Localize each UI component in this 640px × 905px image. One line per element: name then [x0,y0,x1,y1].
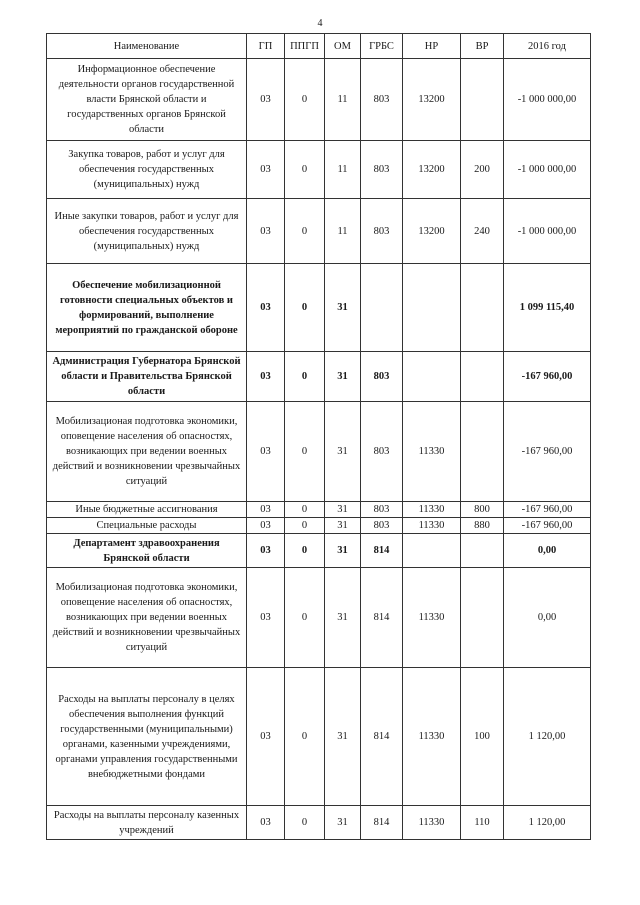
row-name: Иные закупки товаров, работ и услуг для обеспечения государственных (муниципальных) нужд [47,199,247,264]
row-nr: 11330 [403,502,461,518]
row-vr [461,59,504,141]
row-om: 31 [325,668,361,806]
row-nr: 13200 [403,59,461,141]
row-om: 31 [325,502,361,518]
row-gp: 03 [247,502,285,518]
row-vr [461,352,504,402]
row-amount: -167 960,00 [504,518,591,534]
row-om: 31 [325,352,361,402]
row-nr [403,534,461,568]
row-om: 11 [325,141,361,199]
col-header-om: ОМ [325,34,361,59]
row-nr: 11330 [403,668,461,806]
row-vr: 240 [461,199,504,264]
table-row [47,568,591,668]
row-grbs: 814 [361,534,403,568]
row-grbs: 803 [361,352,403,402]
row-amount: 0,00 [504,534,591,568]
col-header-nr: НР [403,34,461,59]
row-om: 31 [325,518,361,534]
row-amount: 1 120,00 [504,668,591,806]
table-row [47,806,591,840]
row-ppgp: 0 [285,568,325,668]
budget-table [46,33,591,840]
row-nr: 11330 [403,518,461,534]
row-amount: 1 120,00 [504,806,591,840]
col-header-name: Наименование [47,34,247,59]
row-om: 11 [325,59,361,141]
row-amount: -167 960,00 [504,502,591,518]
row-ppgp: 0 [285,59,325,141]
row-gp: 03 [247,668,285,806]
table-row [47,352,591,402]
page-number: 4 [317,18,323,29]
row-gp: 03 [247,141,285,199]
row-nr: 13200 [403,199,461,264]
row-nr: 11330 [403,568,461,668]
row-vr: 200 [461,141,504,199]
table-row [47,264,591,352]
row-ppgp: 0 [285,264,325,352]
row-name: Мобилизационая подготовка экономики, оповещение населения об опасностях, возникающих при ведении военных действий и возникновении чрезвычайных ситуаций [47,402,247,502]
row-vr: 110 [461,806,504,840]
col-header-2016: 2016 год [504,34,591,59]
row-gp: 03 [247,568,285,668]
row-grbs [361,264,403,352]
row-gp: 03 [247,59,285,141]
row-nr [403,264,461,352]
table-row [47,141,591,199]
row-name: Расходы на выплаты персоналу в целях обеспечения выполнения функций государственными (муниципальными) органами, казенными учреждениями, органами управления государственными внебюджетными фондами [47,668,247,806]
row-ppgp: 0 [285,352,325,402]
table-row [47,199,591,264]
row-ppgp: 0 [285,806,325,840]
row-name: Специальные расходы [47,518,247,534]
row-name: Обеспечение мобилизационной готовности специальных объектов и формирований, выполнение мероприятий по гражданской обороне [47,264,247,352]
row-amount: -1 000 000,00 [504,59,591,141]
row-gp: 03 [247,518,285,534]
row-amount: 0,00 [504,568,591,668]
table-row [47,502,591,518]
row-ppgp: 0 [285,502,325,518]
row-name: Расходы на выплаты персоналу казенных учреждений [47,806,247,840]
row-name: Информационное обеспечение деятельности органов государственной власти Брянской области и государственных органов Брянской области [47,59,247,141]
row-name: Департамент здравоохранения Брянской области [47,534,247,568]
row-vr: 880 [461,518,504,534]
row-ppgp: 0 [285,402,325,502]
row-ppgp: 0 [285,199,325,264]
row-amount: 1 099 115,40 [504,264,591,352]
row-ppgp: 0 [285,518,325,534]
row-name: Иные бюджетные ассигнования [47,502,247,518]
row-gp: 03 [247,264,285,352]
row-grbs: 814 [361,568,403,668]
row-grbs: 803 [361,199,403,264]
row-amount: -167 960,00 [504,402,591,502]
row-amount: -1 000 000,00 [504,141,591,199]
row-grbs: 814 [361,668,403,806]
row-om: 11 [325,199,361,264]
table-row [47,402,591,502]
col-header-gp: ГП [247,34,285,59]
row-name: Закупка товаров, работ и услуг для обеспечения государственных (муниципальных) нужд [47,141,247,199]
row-nr: 13200 [403,141,461,199]
row-grbs: 803 [361,402,403,502]
row-vr [461,568,504,668]
row-grbs: 803 [361,141,403,199]
table-row [47,518,591,534]
row-vr: 800 [461,502,504,518]
row-om: 31 [325,568,361,668]
row-ppgp: 0 [285,668,325,806]
col-header-vr: ВР [461,34,504,59]
row-name: Администрация Губернатора Брянской области и Правительства Брянской области [47,352,247,402]
row-gp: 03 [247,806,285,840]
col-header-ppgp: ППГП [285,34,325,59]
row-ppgp: 0 [285,141,325,199]
row-nr [403,352,461,402]
row-om: 31 [325,402,361,502]
row-nr: 11330 [403,806,461,840]
table-row [47,59,591,141]
table-header-row [47,34,591,59]
row-grbs: 803 [361,502,403,518]
col-header-grbs: ГРБС [361,34,403,59]
row-nr: 11330 [403,402,461,502]
row-gp: 03 [247,534,285,568]
table-row [47,534,591,568]
row-grbs: 803 [361,59,403,141]
row-om: 31 [325,264,361,352]
row-gp: 03 [247,352,285,402]
table-row [47,668,591,806]
row-gp: 03 [247,402,285,502]
row-vr [461,534,504,568]
row-vr [461,402,504,502]
row-grbs: 803 [361,518,403,534]
row-vr [461,264,504,352]
row-om: 31 [325,806,361,840]
row-ppgp: 0 [285,534,325,568]
row-amount: -1 000 000,00 [504,199,591,264]
row-grbs: 814 [361,806,403,840]
row-gp: 03 [247,199,285,264]
row-name: Мобилизационая подготовка экономики, оповещение населения об опасностях, возникающих при ведении военных действий и возникновении чрезвычайных ситуаций [47,568,247,668]
row-amount: -167 960,00 [504,352,591,402]
row-vr: 100 [461,668,504,806]
row-om: 31 [325,534,361,568]
